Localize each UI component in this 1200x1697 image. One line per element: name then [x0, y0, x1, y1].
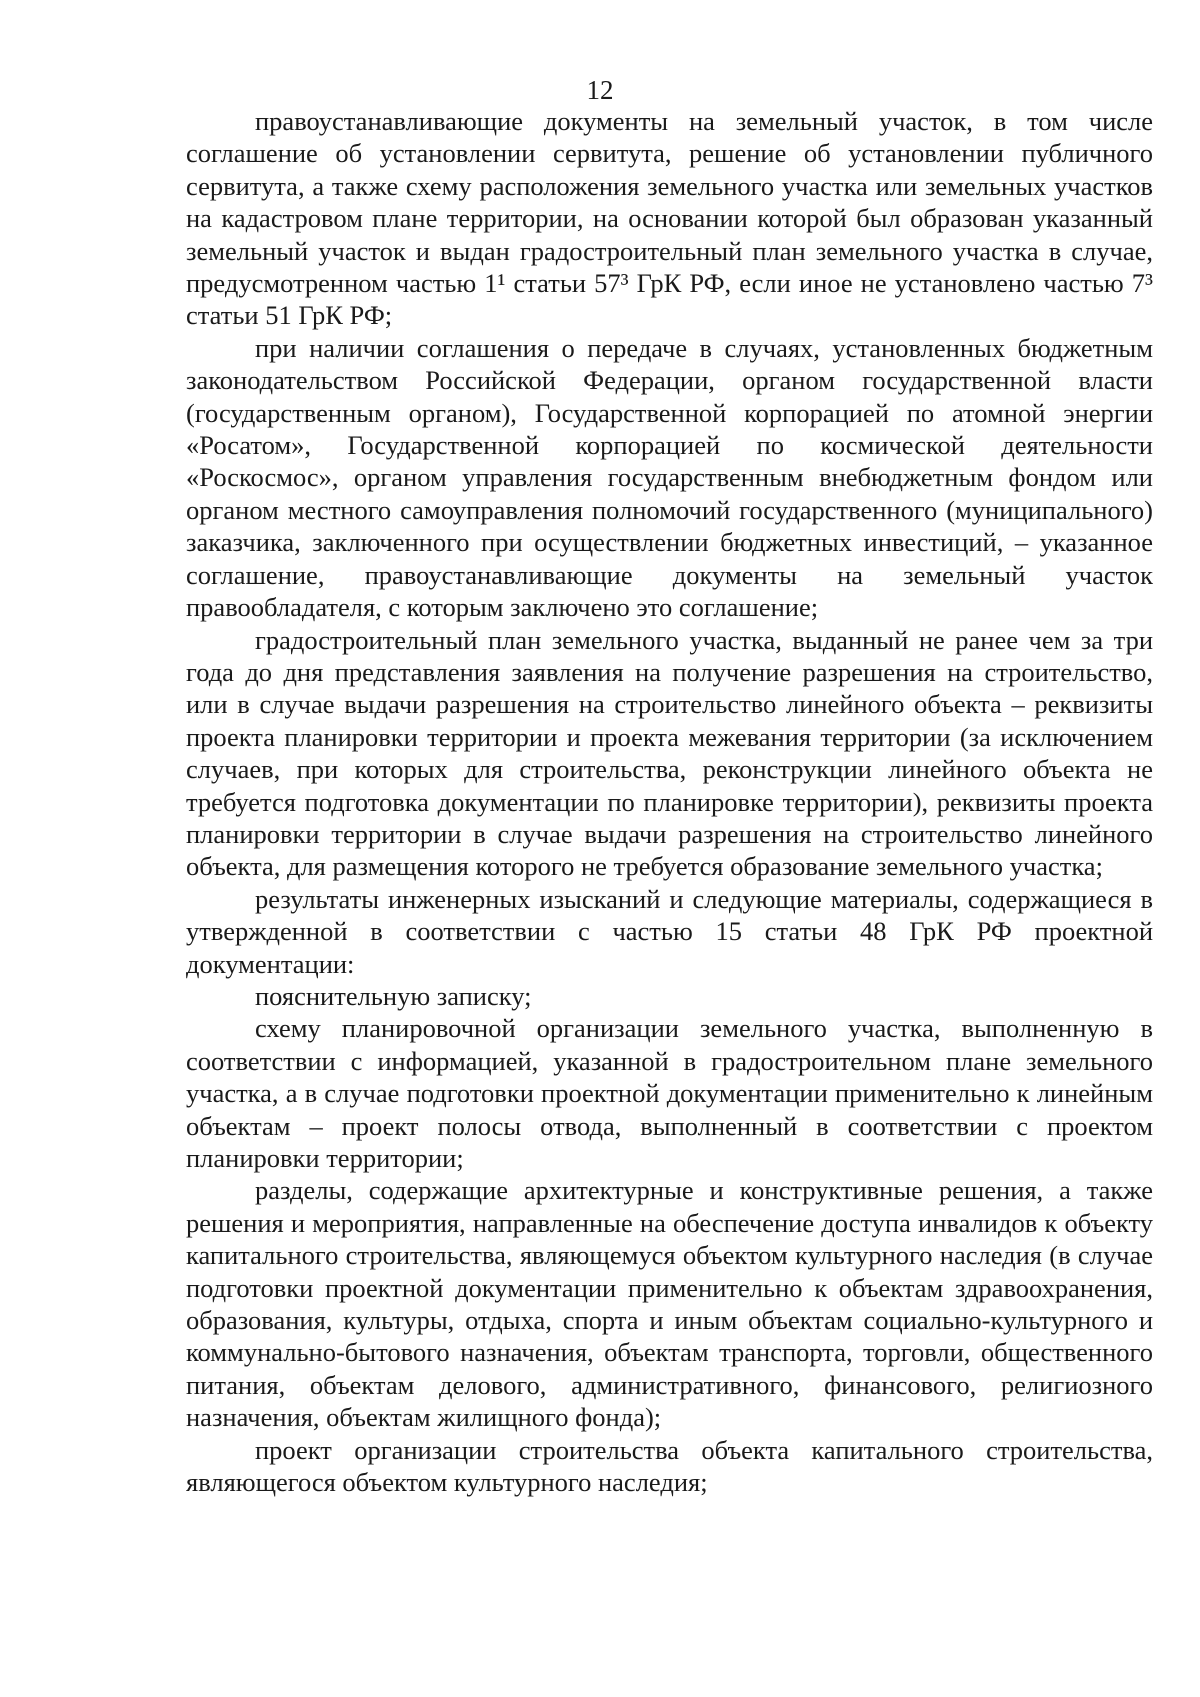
paragraph-architectural-sections: разделы, содержащие архитектурные и конструктивные решения, а также решения и мероприятия, направленные на обеспечение доступа инвалидов к объекту капитального строительства, являющемуся объектом культурного наследия (в случае подготовки проектной документации применительно к объектам здравоохранения, образования, культуры, отдыха, спорта и иным объектам социально-культурного и коммунально-бытового назначения, объектам транспорта, торговли, общественного питания, объектам делового, административного, финансового, религиозного назначения, объектам жилищного фонда);	[186, 1175, 1153, 1433]
paragraph-urban-plan: градостроительный план земельного участка, выданный не ранее чем за три года до дня представления заявления на получение разрешения на строительство, или в случае выдачи разрешения на строительство линейного объекта – реквизиты проекта планировки территории и проекта межевания территории (за исключением случаев, при которых для строительства, реконструкции линейного объекта не требуется подготовка документации по планировке территории), реквизиты проекта планировки территории в случае выдачи разрешения на строительство линейного объекта, для размещения которого не требуется образование земельного участка;	[186, 624, 1153, 882]
paragraph-construction-project: проект организации строительства объекта капитального строительства, являющегося объектом культурного наследия;	[186, 1434, 1153, 1498]
paragraph-explanatory-note: пояснительную записку;	[255, 980, 532, 1011]
paragraph-site-plan: схему планировочной организации земельного участка, выполненную в соответствии с информацией, указанной в градостроительном плане земельного участка, а в случае подготовки проектной документации применительно к линейным объектам – проект полосы отвода, выполненный в соответствии с проектом планировки территории;	[186, 1013, 1153, 1173]
document-body	[186, 105, 1153, 1498]
paragraph-agreement: при наличии соглашения о передаче в случаях, установленных бюджетным законодательством Российской Федерации, органом государственной власти (государственным органом), Государственной корпорацией по атомной энергии «Росатом», Государственной корпорацией по космической деятельности «Роскосмос», органом управления государственным внебюджетным фондом или органом местного самоуправления полномочий государственного (муниципального) заказчика, заключенного при осуществлении бюджетных инвестиций, – указанное соглашение, правоустанавливающие документы на земельный участок правообладателя, с которым заключено это соглашение;	[186, 332, 1153, 623]
paragraph-title-documents: правоустанавливающие документы на земельный участок, в том числе соглашение об установлении сервитута, решение об установлении публичного сервитута, а также схему расположения земельного участка или земельных участков на кадастровом плане территории, на основании которой был образован указанный земельный участок и выдан градостроительный план земельного участка в случае, предусмотренном частью 1¹ статьи 57³ ГрК РФ, если иное не установлено частью 7³ статьи 51 ГрК РФ;	[186, 106, 1153, 331]
page-number: 12	[586, 75, 614, 105]
paragraph-engineering-surveys: результаты инженерных изысканий и следующие материалы, содержащиеся в утвержденной в соответствии с частью 15 статьи 48 ГрК РФ проектной документации:	[186, 883, 1153, 979]
